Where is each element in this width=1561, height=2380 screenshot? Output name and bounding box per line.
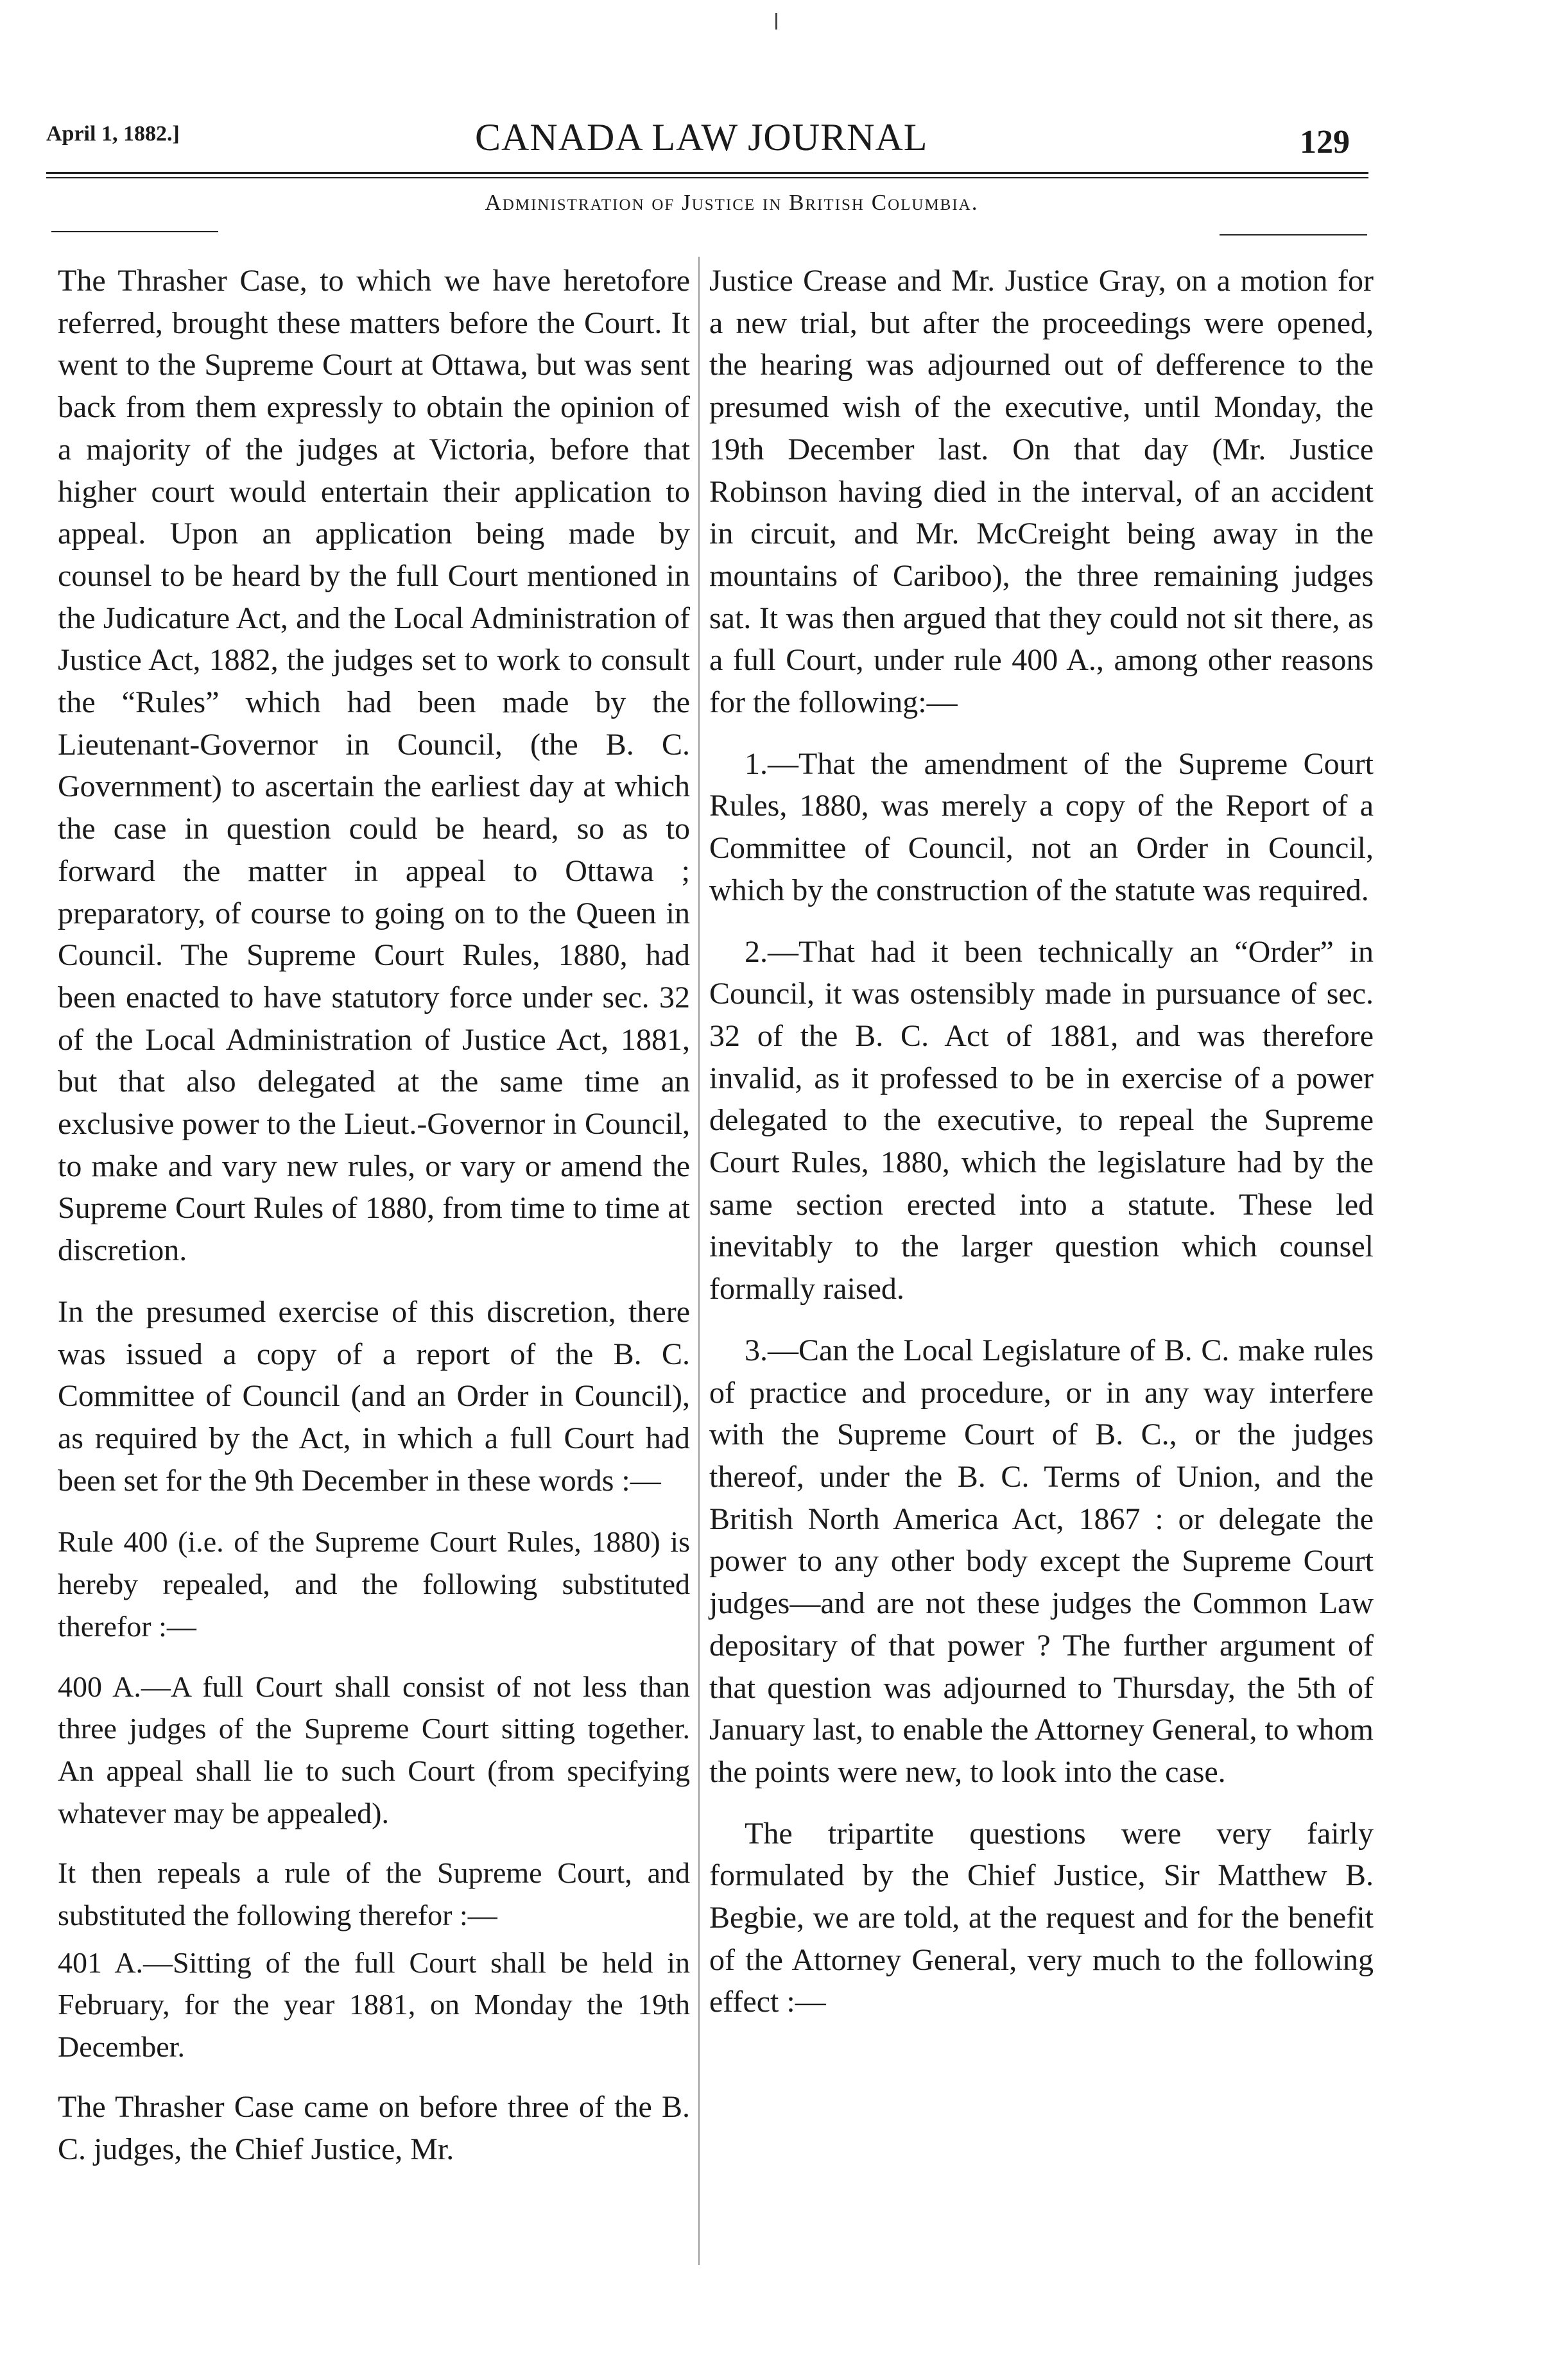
header-rule-bottom: [46, 177, 1368, 178]
page-number: 129: [1300, 124, 1350, 160]
quote-rule-400: Rule 400 (i.e. of the Supreme Court Rules, 1880) is hereby repealed, and the following substituted therefor :—: [58, 1525, 690, 1643]
journal-title: CANADA LAW JOURNAL: [475, 116, 928, 158]
paragraph-thrasher-case: The Thrasher Case, to which we have heretofore referred, brought these matters before the Court. It went to the Supreme Court at Ottawa, but was sent back from them expressly to obtain the opinion of a majority of the judges at Victoria, before that higher court would entertain their application to appeal. Upon an application being made by counsel to be heard by the full Court mentioned in the Judicature Act, and the Local Administration of Justice Act, 1882, the judges set to work to consult the “Rules” which had been made by the Lieutenant-Governor in Council, (the B. C. Government) to ascertain the earliest day at which the case in question could be heard, so as to forward the matter in appeal to Ottawa ; preparatory, of course to going on to the Queen in Council. The Supreme Court Rules, 1880, had been enacted to have statutory force under sec. 32 of the Local Administration of Justice Act, 1881, but that also delegated at the same time an exclusive power to the Lieut.-Governor in Council, to make and vary new rules, or vary or amend the Supreme Court Rules of 1880, from time to time at discretion.: [58, 264, 690, 1268]
scan-mark: [775, 13, 777, 30]
right-column: [709, 260, 1374, 2042]
issue-date: April 1, 1882.]: [46, 122, 180, 146]
section-rule-left: [51, 231, 218, 232]
paragraph-case-came-on: The Thrasher Case came on before three of the B. C. judges, the Chief Justice, Mr.: [58, 2089, 690, 2166]
list-item-1: 1.—That the amendment of the Supreme Court Rules, 1880, was merely a copy of the Report of a Committee of Council, not an Order in Council, which by the construction of the statute was required.: [709, 746, 1374, 907]
quote-rule-401a: 401 A.—Sitting of the full Court shall be held in February, for the year 1881, on Monday the 19th December.: [58, 1946, 690, 2064]
column-divider: [698, 257, 700, 2265]
left-column: [58, 260, 690, 2189]
section-title: Administration of Justice in British Columbia.: [485, 190, 979, 215]
paragraph-presumed-exercise: In the presumed exercise of this discretion, there was issued a copy of a report of the B. C. Committee of Council (and an Order in Council), as required by the Act, in which a full Court had been set for the 9th December in these words :—: [58, 1294, 690, 1498]
header-rule-top: [46, 172, 1368, 174]
quote-rule-400a: 400 A.—A full Court shall consist of not less than three judges of the Supreme Court sitting together. An appeal shall lie to such Court (from specifying whatever may be appealed).: [58, 1670, 690, 1829]
paragraph-repeals-rule: It then repeals a rule of the Supreme Court, and substituted the following therefor :—: [58, 1856, 690, 1932]
paragraph-tripartite-questions: The tripartite questions were very fairly formulated by the Chief Justice, Sir Matthew B. Begbie, we are told, at the request and for the benefit of the Attorney General, very much to the following effect :—: [709, 1816, 1374, 2019]
paragraph-justice-crease: Justice Crease and Mr. Justice Gray, on a motion for a new trial, but after the proceedings were opened, the hearing was adjourned out of defference to the presumed wish of the executive, until Monday, the 19th December last. On that day (Mr. Justice Robinson having died in the interval, of an accident in circuit, and Mr. McCreight being away in the mountains of Cariboo), the three remaining judges sat. It was then argued that they could not sit there, as a full Court, under rule 400 A., among other reasons for the following:—: [709, 264, 1374, 720]
list-item-3: 3.—Can the Local Legislature of B. C. make rules of practice and procedure, or in any way interfere with the Supreme Court of B. C., or the judges thereof, under the B. C. Terms of Union, and the British North America Act, 1867 : or delegate the power to any other body except the Supreme Court judges—and are not these judges the Common Law depositary of that power ? The further argument of that question was adjourned to Thursday, the 5th of January last, to enable the Attorney General, to whom the points were new, to look into the case.: [709, 1333, 1374, 1789]
list-item-2: 2.—That had it been technically an “Order” in Council, it was ostensibly made in pursuance of sec. 32 of the B. C. Act of 1881, and was therefore invalid, as it professed to be in exercise of a power delegated to the executive, to repeal the Supreme Court Rules, 1880, which the legislature had by the same section erected into a statute. These led inevitably to the larger question which counsel formally raised.: [709, 934, 1374, 1306]
section-rule-right: [1220, 234, 1367, 235]
